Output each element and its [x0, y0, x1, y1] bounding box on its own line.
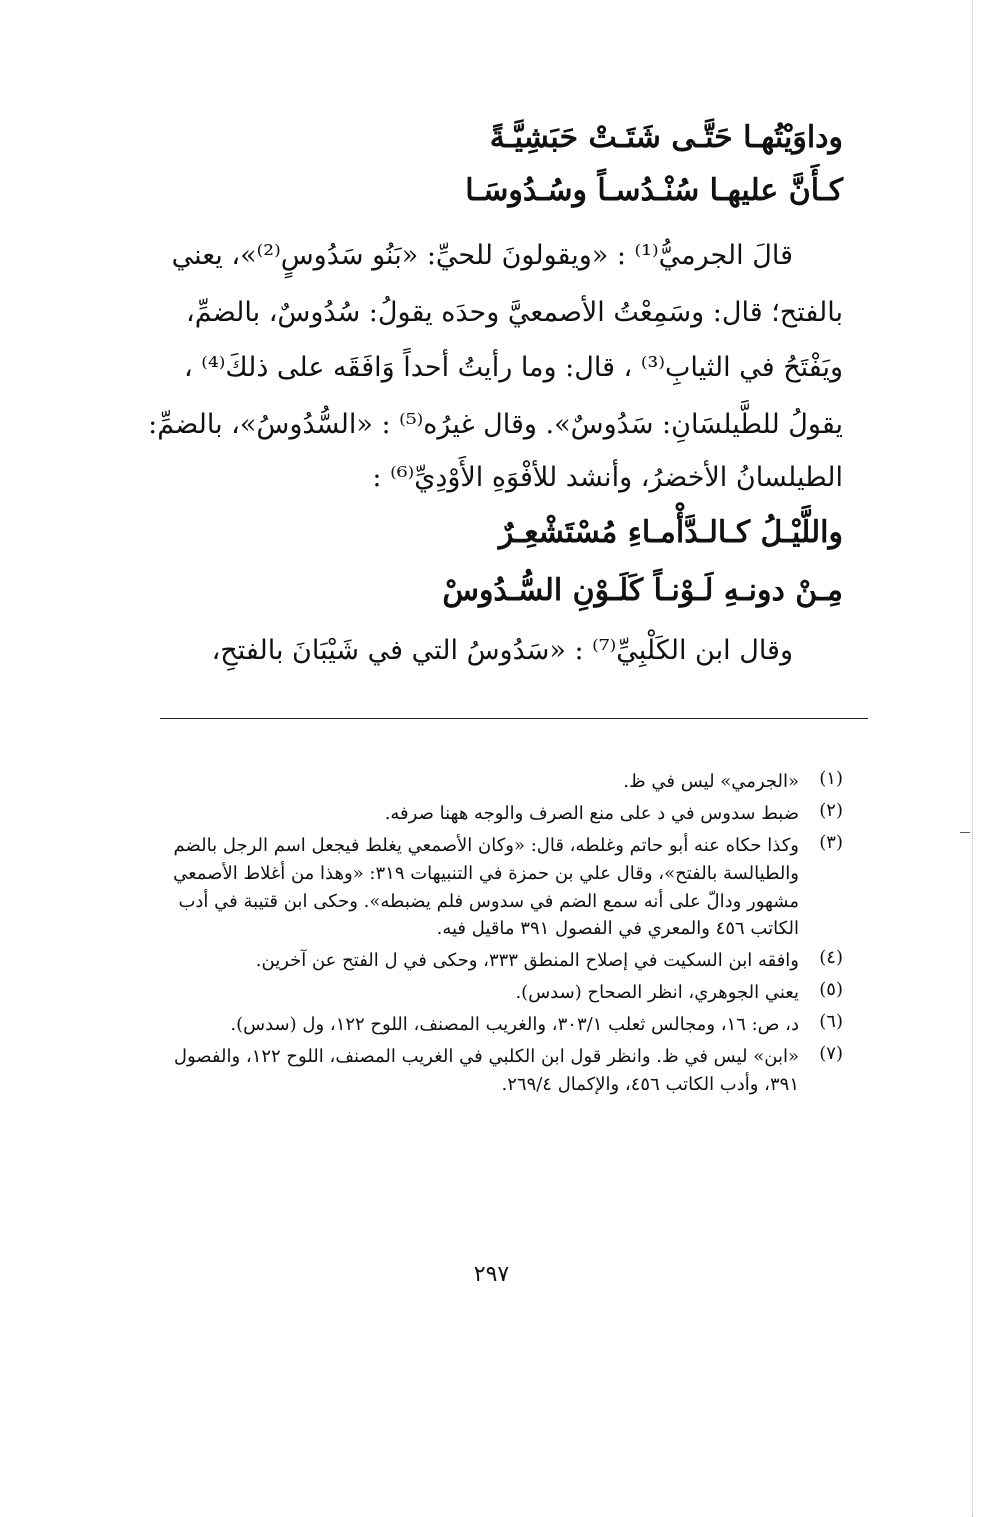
footnote-number: (٣)	[819, 831, 843, 853]
footnote-number: (٤)	[819, 947, 843, 969]
footnotes	[138, 768, 843, 1103]
footnote-number: (٧)	[819, 1043, 843, 1065]
prose-line-2: بالفتح؛ قال: وسَمِعْتُ الأصمعيَّ وحدَه يقولُ: سُدُوسٌ، بالضمِّ،	[186, 297, 843, 328]
footnote	[138, 768, 843, 796]
footnote-text: د، ص: ١٦، ومجالس ثعلب ٣٠٣/١، والغريب المصنف، اللوح ١٢٢، ول (سدس).	[230, 1014, 799, 1036]
verse-line-4: مِـنْ دونـهِ لَـوْنـاً كَلَـوْنِ السُّـدُوسْ	[442, 573, 843, 608]
footnote-number: (٦)	[819, 1011, 843, 1033]
verse-line-1: وداوَيْتُهـا حَتَّـى شَتَـتْ حَبَشِيَّـةً	[489, 120, 843, 155]
page-number: ٢٩٧	[473, 1262, 510, 1287]
footnote	[138, 832, 843, 944]
prose-line-4: يقولُ للطَّيلسَانِ: سَدُوسٌ». وقال غيرُه⁽⁵⁾ : «السُّدُوسُ»، بالضمِّ:	[148, 409, 843, 440]
footnote	[138, 979, 843, 1007]
footnote-text: وافقه ابن السكيت في إصلاح المنطق ٣٣٣، وحكى في ل الفتح عن آخرين.	[255, 950, 799, 972]
footnote-text: يعني الجوهري، انظر الصحاح (سدس).	[515, 982, 799, 1004]
footnote-number: (١)	[819, 768, 843, 789]
prose-line-1: قالَ الجرميُّ⁽¹⁾ : «ويقولونَ للحيِّ: «بَنُو سَدُوسٍ⁽²⁾»، يعني	[171, 240, 793, 271]
footnote	[138, 1043, 843, 1099]
footnote-text: وكذا حكاه عنه أبو حاتم وغلطه، قال: «وكان الأصمعي يغلط فيجعل اسم الرجل بالضم والطيالسة بالفتح»، وقال علي بن حمزة في التنبيهات ٣١٩: «وهذا من أغلاط الأصمعي مشهور ودالّ على أنه سمع الضم في سدوس فلم يضبطه». وحكى ابن قتيبة في أدب الكاتب ٤٥٦ والمعري في الفصول ٣٩١ ماقيل فيه.	[173, 834, 799, 940]
footnote-separator	[160, 718, 868, 719]
prose-line-6: وقال ابن الكَلْبِيِّ⁽⁷⁾ : «سَدُوسُ التي في شَيْبَانَ بالفتحِ،	[211, 635, 793, 666]
footnote	[138, 800, 843, 828]
footnote-number: (٢)	[819, 799, 843, 821]
prose-line-3: ويَفْتَحُ في الثيابِ⁽³⁾ ، قال: وما رأيتُ أحداً وَافَقَه على ذلكَ⁽⁴⁾ ،	[183, 352, 843, 383]
margin-tick	[960, 832, 970, 833]
prose-line-5: الطيلسانُ الأخضرُ، وأنشد للأفْوَهِ الأَوْدِيِّ⁽⁶⁾ :	[372, 462, 843, 493]
footnote-text: «الجرمي» ليس في ظ.	[623, 771, 799, 792]
verse-line-3: واللَّيْـلُ كـالـدَّأْمـاءِ مُسْتَشْعِـرٌ	[498, 515, 843, 550]
scan-edge	[972, 0, 973, 1517]
footnote	[138, 947, 843, 975]
footnote-text: «ابن» ليس في ظ. وانظر قول ابن الكلبي في الغريب المصنف، اللوح ١٢٢، والفصول ٣٩١، وأدب الكاتب ٤٥٦، والإكمال ٢٦٩/٤.	[173, 1046, 799, 1095]
footnote-text: ضبط سدوس في د على منع الصرف والوجه ههنا صرفه.	[384, 802, 799, 824]
footnote-number: (٥)	[819, 979, 843, 1001]
verse-line-2: كـأَنَّ عليهـا سُنْـدُسـاً وسُـدُوسَـا	[465, 173, 843, 208]
footnote	[138, 1011, 843, 1039]
